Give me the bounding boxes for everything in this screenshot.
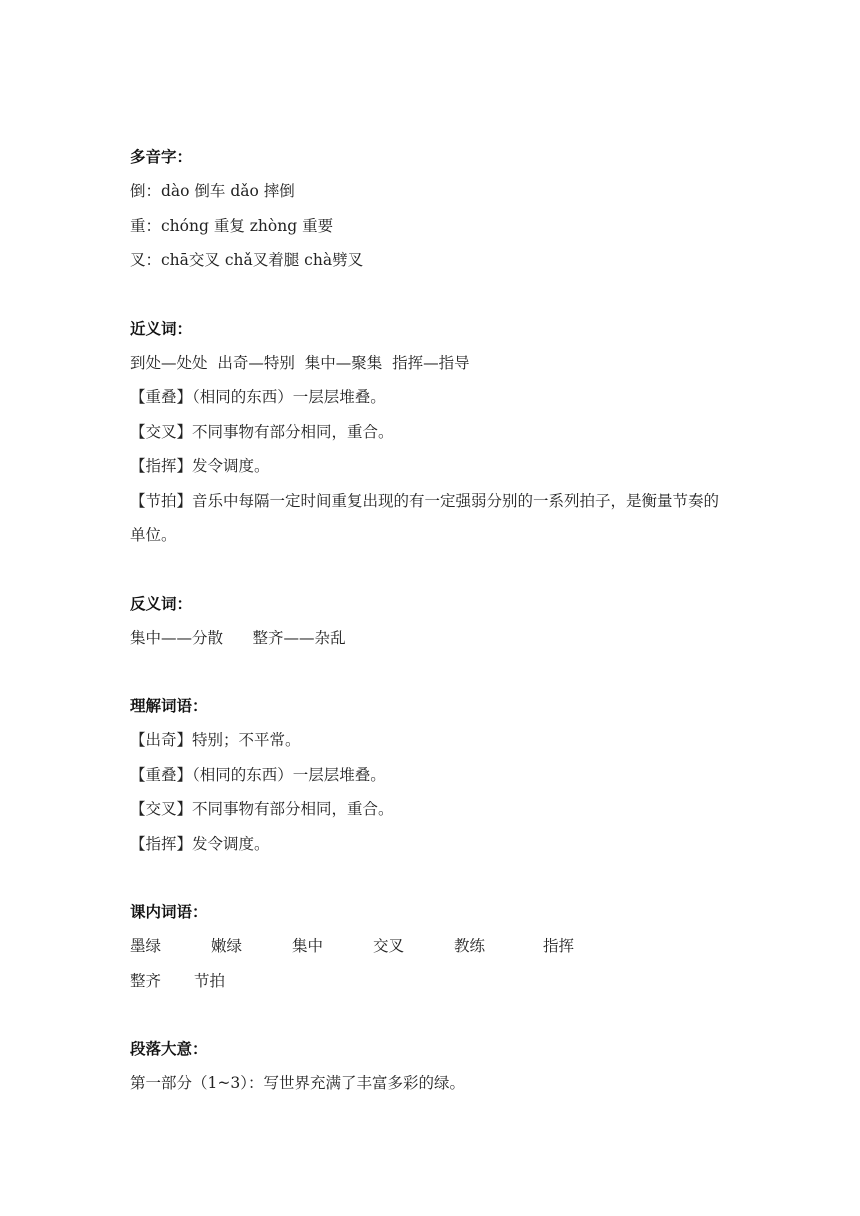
lesson-word: 交叉 bbox=[373, 937, 405, 955]
paragraph-line: 第一部分（1~3）：写世界充满了丰富多彩的绿。 bbox=[130, 1074, 465, 1092]
synonyms-heading: 近义词： bbox=[130, 319, 193, 338]
synonym-line: 到处—处处 出奇—特别 集中—聚集 指挥—指导 bbox=[130, 353, 470, 372]
definition-line: 【节拍】音乐中每隔一定时间重复出现的有一定强弱分别的一系列拍子，是衡量节奏的单位。 bbox=[130, 491, 720, 544]
antonyms-section bbox=[130, 587, 770, 656]
definition-line: 【交叉】不同事物有部分相同，重合。 bbox=[130, 800, 394, 818]
lesson-words-row bbox=[130, 964, 770, 999]
definition-line: 【指挥】发令调度。 bbox=[130, 834, 270, 853]
polyphone-line: 重：chóng 重复 zhòng 重要 bbox=[130, 216, 334, 235]
definition-line: 【出奇】特别；不平常。 bbox=[130, 731, 301, 749]
polyphone-line: 叉：chā交叉 chǎ叉着腿 chà劈叉 bbox=[130, 251, 364, 269]
understanding-section bbox=[130, 689, 770, 861]
polyphones-heading: 多音字： bbox=[130, 148, 193, 166]
antonym-line: 集中——分散 整齐——杂乱 bbox=[130, 628, 346, 647]
lesson-word: 整齐 bbox=[130, 971, 162, 990]
lesson-word: 集中 bbox=[292, 937, 324, 955]
lesson-word: 墨绿 bbox=[130, 937, 162, 955]
antonyms-heading: 反义词： bbox=[130, 594, 193, 613]
lesson-word: 节拍 bbox=[194, 971, 226, 990]
polyphone-line: 倒：dào 倒车 dǎo 摔倒 bbox=[130, 182, 295, 200]
definition-line: 【重叠】（相同的东西）一层层堆叠。 bbox=[130, 388, 386, 406]
polyphones-section bbox=[130, 140, 770, 278]
lesson-words-heading: 课内词语： bbox=[130, 903, 208, 921]
lesson-word: 教练 bbox=[454, 937, 486, 955]
lesson-words-row bbox=[130, 929, 770, 964]
synonyms-section bbox=[130, 312, 770, 553]
paragraph-heading: 段落大意： bbox=[130, 1040, 208, 1058]
understanding-heading: 理解词语： bbox=[130, 697, 208, 715]
lesson-word: 嫩绿 bbox=[211, 937, 243, 955]
lesson-word: 指挥 bbox=[543, 937, 575, 955]
definition-line: 【指挥】发令调度。 bbox=[130, 457, 270, 475]
document-page bbox=[130, 140, 770, 1135]
lesson-words-section bbox=[130, 895, 770, 998]
paragraph-section bbox=[130, 1032, 770, 1101]
definition-line: 【交叉】不同事物有部分相同，重合。 bbox=[130, 422, 394, 441]
definition-line: 【重叠】（相同的东西）一层层堆叠。 bbox=[130, 765, 386, 784]
